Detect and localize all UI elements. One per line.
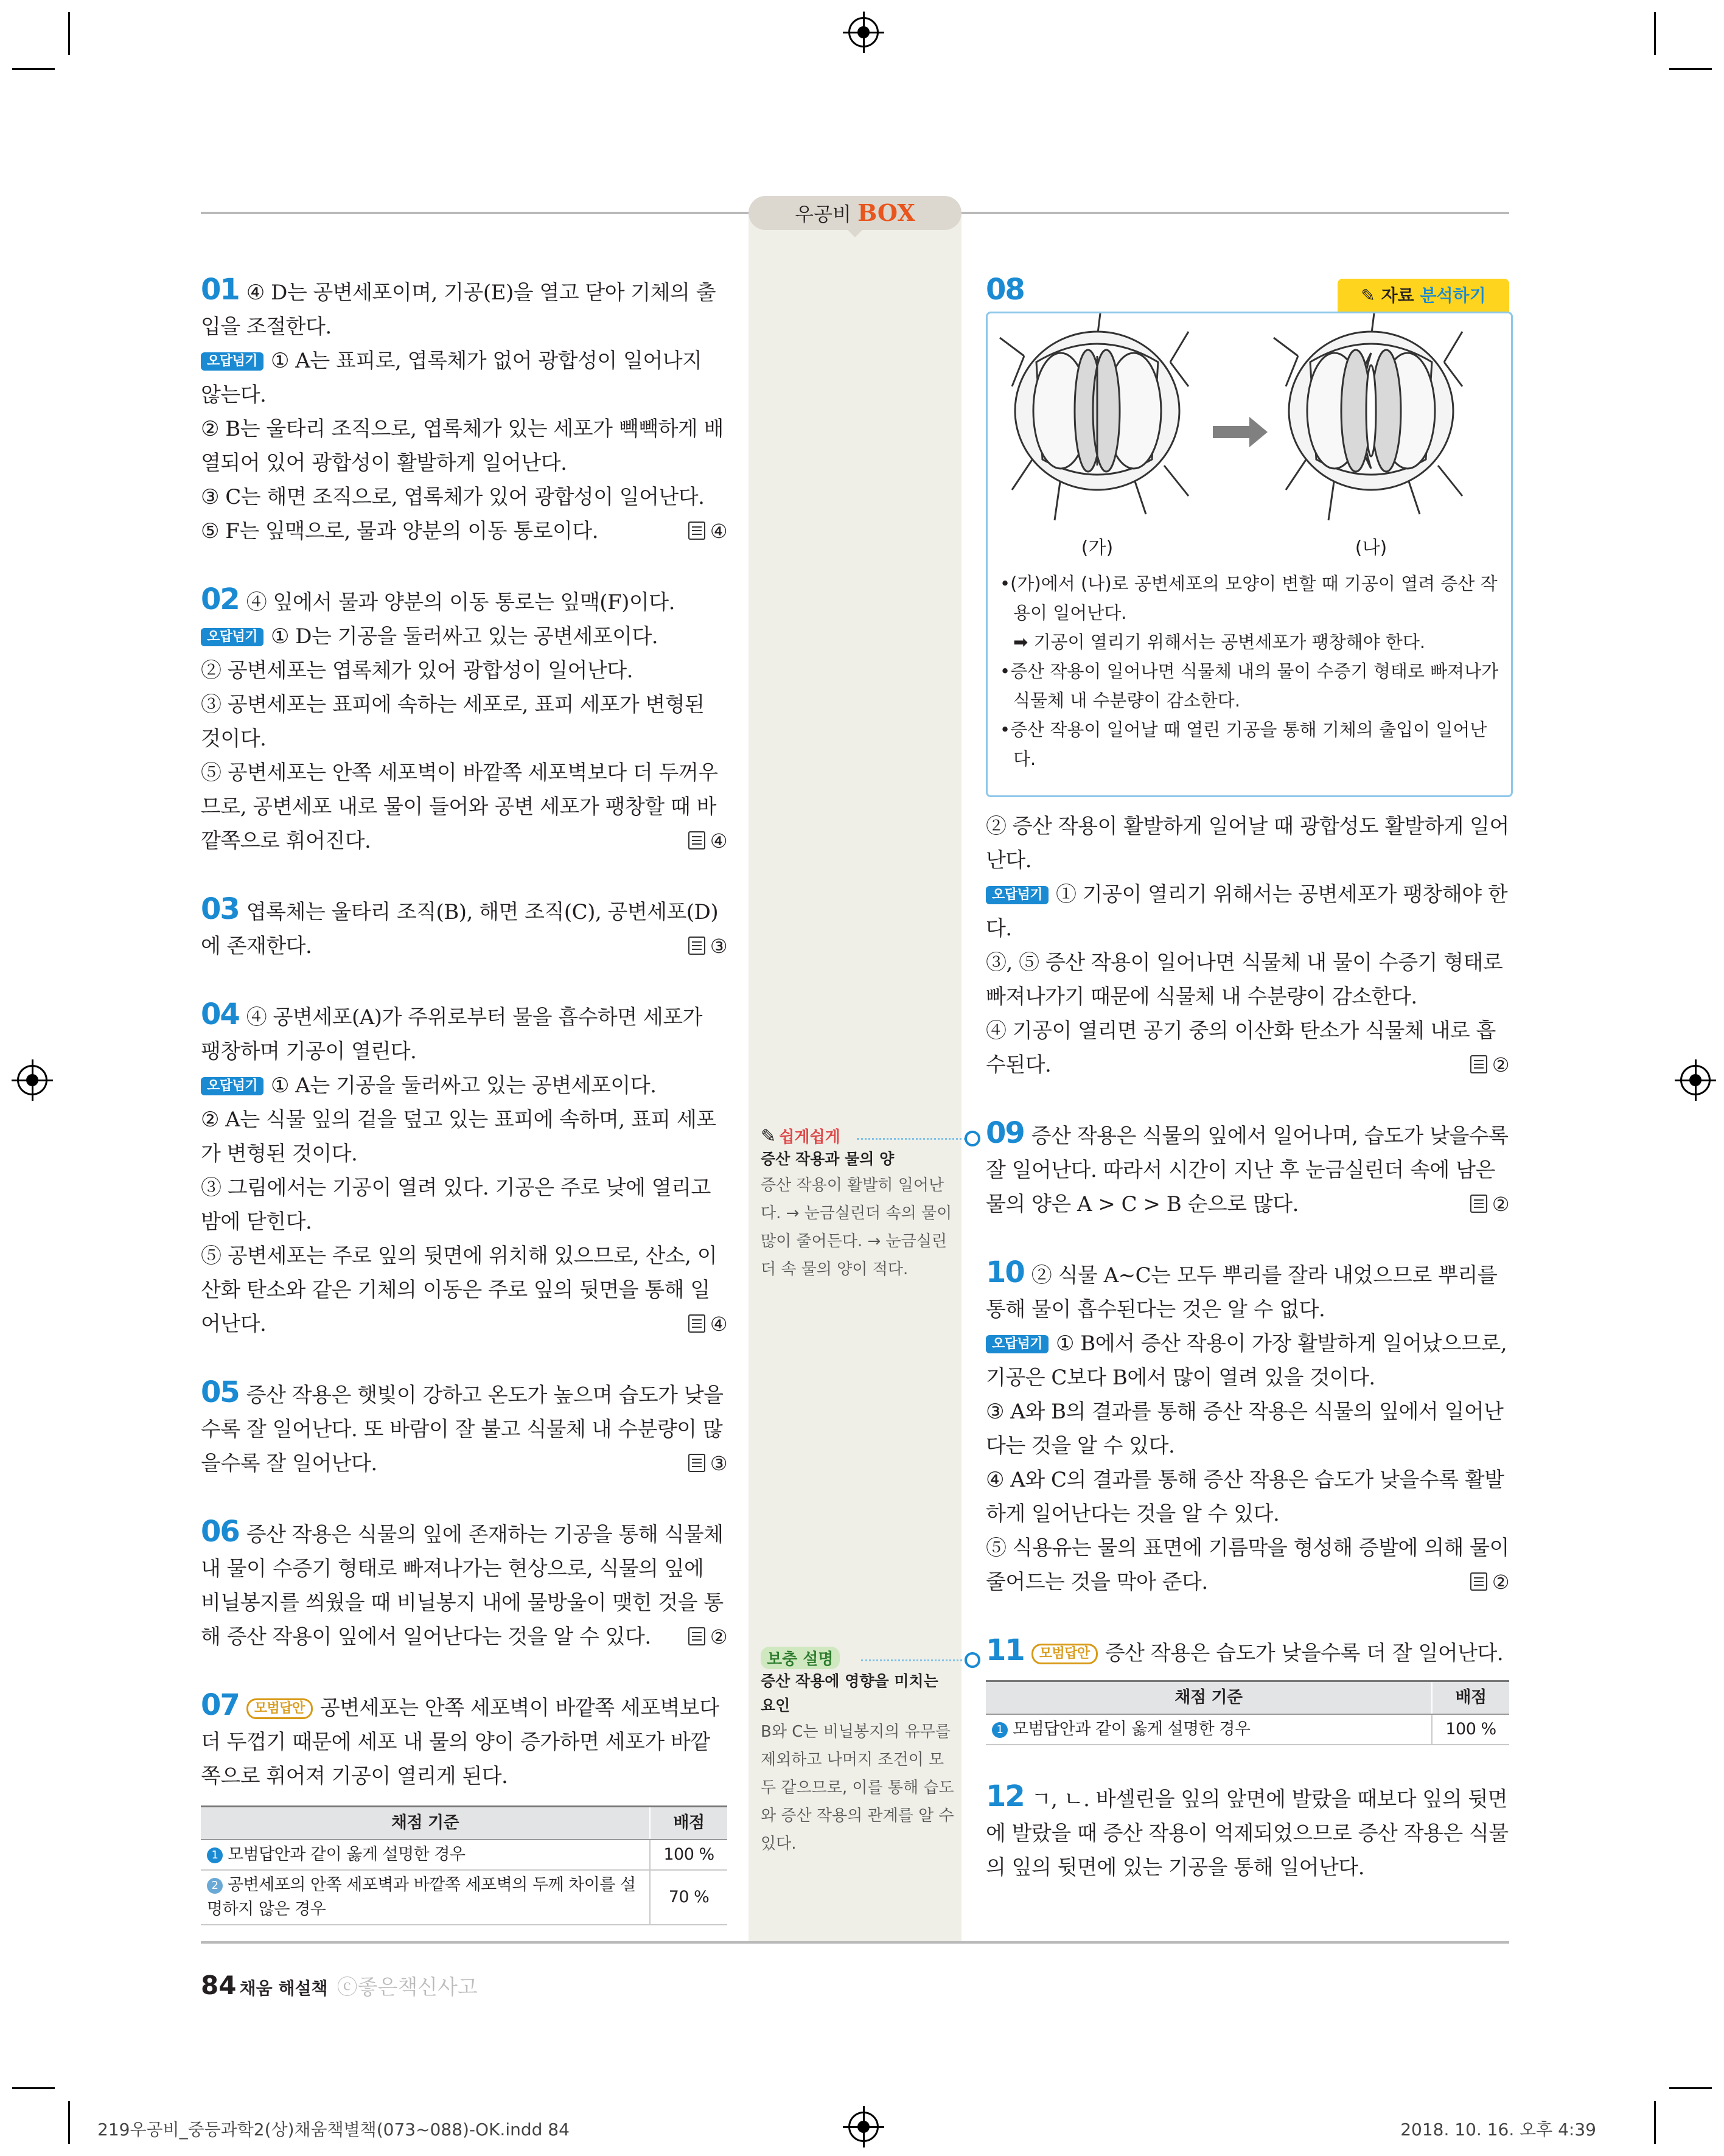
side-text: B와 C는 비닐봉지의 유무를 제외하고 나머지 조건이 모두 같으므로, 이를 통해 습도와 증산 작용의 관계를 알 수 있다. [761, 1723, 954, 1853]
wrong-text: ③ 공변세포는 표피에 속하는 세포로, 표피 세포가 변형된 것이다. [201, 693, 705, 751]
crop-mark [1654, 2101, 1656, 2144]
analysis-box [986, 312, 1513, 797]
number-circle-icon: 2 [207, 1878, 223, 1894]
wrong-answer-tag: 오답넘기 [986, 1335, 1049, 1353]
pencil-icon: ✎ [761, 1126, 776, 1147]
guard-cell-open [1274, 313, 1462, 520]
answer-icon [688, 1454, 705, 1472]
grading-table [201, 1805, 727, 1925]
wrong-text: ④ 기공이 열리면 공기 중의 이산화 탄소가 식물체 내로 흡수된다. [986, 1019, 1496, 1077]
answer-text: ② 증산 작용이 활발하게 일어날 때 광합성도 활발하게 일어난다. [986, 814, 1509, 873]
answer-text: 공변세포는 안쪽 세포벽이 바깥쪽 세포벽보다 더 두껍기 때문에 세포 내 물의 양이 증가하면 세포가 바깥쪽으로 휘어져 기공이 열리게 된다. [201, 1696, 719, 1788]
model-answer-tag: 모범답안 [1031, 1644, 1098, 1664]
answer-10 [986, 1255, 1509, 1599]
answer-06 [201, 1515, 727, 1654]
answer-05 [201, 1375, 727, 1481]
question-number: 07 [201, 1688, 239, 1722]
table-row [986, 1714, 1509, 1745]
criteria-text: 공변세포의 안쪽 세포벽과 바깥쪽 세포벽의 두께 차이를 설명하지 않은 경우 [207, 1875, 636, 1919]
connector-line [861, 1659, 966, 1661]
number-circle-icon: 1 [207, 1847, 223, 1863]
answer-mark: ③ [688, 929, 727, 963]
figure-label-b: (나) [1355, 537, 1387, 559]
guard-cell-diagram [988, 313, 1509, 563]
question-number: 11 [986, 1633, 1024, 1667]
wrong-text: ① B에서 증산 작용이 가장 활발하게 일어났으므로, 기공은 C보다 B에서 많이 열려 있을 것이다. [986, 1331, 1507, 1390]
table-row [201, 1840, 727, 1870]
list-item: •(가)에서 (나)로 공변세포의 모양이 변할 때 기공이 열려 증산 작용이 일어난다. [1000, 573, 1498, 623]
question-number: 02 [201, 582, 239, 616]
connector-dot-icon [965, 1652, 980, 1668]
answer-text: 증산 작용은 습도가 낮을수록 더 잘 일어난다. [1105, 1641, 1504, 1666]
pencil-icon: ✎ [1361, 285, 1375, 305]
wrong-text: ① A는 기공을 둘러싸고 있는 공변세포이다. [271, 1073, 657, 1098]
slug-file: 219우공비_중등과학2(상)채움책별책(073~088)-OK.indd 84 [97, 2119, 570, 2140]
answer-07 [201, 1688, 727, 1925]
question-number: 12 [986, 1779, 1024, 1813]
arrow-right-icon [1213, 417, 1268, 447]
answer-icon [688, 1627, 705, 1645]
answer-02 [201, 582, 727, 858]
grading-header-criteria: 채점 기준 [201, 1807, 650, 1840]
registration-mark-icon [17, 1065, 47, 1095]
answer-icon [688, 937, 705, 955]
answer-04 [201, 997, 727, 1341]
answer-text: 증산 작용은 식물의 잎에서 일어나며, 습도가 낮을수록 잘 일어난다. 따라서 시간이 지난 후 눈금실린더 속에 남은 물의 양은 A > C > B 순으로 많다. [986, 1124, 1509, 1216]
answer-text: 증산 작용은 식물의 잎에 존재하는 기공을 통해 식물체 내 물이 수증기 형태로 빠져나가는 현상으로, 식물의 잎에 비닐봉지를 씌웠을 때 비닐봉지 내에 물방울이 맺힌 것을 통해 증산 작용이 잎에서 일어난다는 것을 알 수 있다. [201, 1523, 724, 1649]
crop-mark [12, 68, 55, 70]
side-note-easy [761, 1125, 955, 1283]
analysis-label-prefix: 자료 [1381, 285, 1414, 305]
criteria-text: 모범답안과 같이 옳게 설명한 경우 [1013, 1720, 1251, 1739]
slug-date: 2018. 10. 16. 오후 4:39 [1400, 2119, 1596, 2140]
wrong-text: ⑤ F는 잎맥으로, 물과 양분의 이동 통로이다. [201, 519, 599, 543]
crop-mark [68, 2101, 70, 2144]
answer-mark: ② [688, 1620, 727, 1654]
wrong-text: ② B는 울타리 조직으로, 엽록체가 있는 세포가 빽빽하게 배열되어 있어 광합성이 활발하게 일어난다. [201, 417, 724, 475]
answer-mark: ② [1470, 1565, 1509, 1599]
answer-icon [688, 522, 705, 540]
question-number: 03 [201, 892, 239, 926]
side-heading: 증산 작용에 영향을 미치는 요인 [761, 1672, 938, 1714]
answer-text: ② 식물 A~C는 모두 뿌리를 잘라 내었으므로 뿌리를 통해 물이 흡수된다는 것은 알 수 없다. [986, 1263, 1498, 1322]
question-number: 04 [201, 997, 239, 1031]
grading-header-criteria: 채점 기준 [986, 1681, 1432, 1715]
wrong-text: ② A는 식물 잎의 겉을 덮고 있는 표피에 속하며, 표피 세포가 변형된 것이다. [201, 1108, 716, 1166]
wrong-text: ③ 그림에서는 기공이 열려 있다. 기공은 주로 낮에 열리고 밤에 닫힌다. [201, 1176, 711, 1234]
score-cell: 100 % [650, 1840, 727, 1870]
number-circle-icon: 1 [992, 1722, 1008, 1738]
box-title-prefix: 우공비 [795, 203, 851, 226]
registration-mark-icon [1680, 1065, 1711, 1095]
model-answer-tag: 모범답안 [246, 1698, 313, 1719]
wrong-text: ① D는 기공을 둘러싸고 있는 공변세포이다. [271, 624, 658, 649]
wrong-answer-tag: 오답넘기 [201, 1077, 263, 1095]
side-label: 보충 설명 [761, 1647, 840, 1669]
question-number: 09 [986, 1116, 1024, 1150]
data-analysis-tab [1338, 279, 1509, 313]
answer-mark: ③ [688, 1446, 727, 1481]
wrong-answer-tag: 오답넘기 [201, 628, 263, 646]
question-number: 06 [201, 1515, 239, 1549]
criteria-text: 모범답안과 같이 옳게 설명한 경우 [228, 1845, 466, 1864]
side-label: 쉽게쉽게 [779, 1128, 840, 1146]
answer-03 [201, 892, 727, 963]
answer-mark: ④ [688, 514, 727, 548]
score-cell: 100 % [1432, 1714, 1509, 1745]
crop-mark [1654, 12, 1656, 55]
wrong-text: ④ A와 C의 결과를 통해 증산 작용은 습도가 낮을수록 활발하게 일어난다는 것을 알 수 있다. [986, 1468, 1504, 1526]
analysis-label-highlight: 분석하기 [1420, 285, 1486, 305]
side-text: 증산 작용이 활발히 일어난다. → 눈금실린더 속의 물이 많이 줄어든다. → 눈금실린더 속 물의 양이 적다. [761, 1176, 952, 1279]
answer-text: 증산 작용은 햇빛이 강하고 온도가 높으며 습도가 낮을수록 잘 일어난다. 또 바람이 잘 불고 식물체 내 수분량이 많을수록 잘 일어난다. [201, 1383, 724, 1476]
score-cell: 70 % [650, 1870, 727, 1925]
answer-icon [1470, 1572, 1487, 1591]
question-number: 05 [201, 1375, 239, 1409]
wrong-text: ③ C는 해면 조직으로, 엽록체가 있어 광합성이 일어난다. [201, 485, 705, 509]
list-item: •증산 작용이 일어날 때 열린 기공을 통해 기체의 출입이 일어난다. [1000, 719, 1487, 769]
side-heading: 증산 작용과 물의 양 [761, 1150, 895, 1168]
connector-dot-icon [965, 1131, 980, 1146]
list-item: ➡ 기공이 열리기 위해서는 공변세포가 팽창해야 한다. [1013, 632, 1426, 652]
wrong-text: ② 공변세포는 엽록체가 있어 광합성이 일어난다. [201, 658, 633, 683]
answer-icon [1470, 1055, 1487, 1073]
answer-mark: ④ [688, 1307, 727, 1341]
answer-text: ④ D는 공변세포이며, 기공(E)을 열고 닫아 기체의 출입을 조절한다. [201, 281, 716, 339]
wrong-text: ③, ⑤ 증산 작용이 일어나면 식물체 내 물이 수증기 형태로 빠져나가기 때문에 식물체 내 수분량이 감소한다. [986, 951, 1503, 1009]
answer-text: ㄱ, ㄴ. 바셀린을 잎의 앞면에 발랐을 때보다 잎의 뒷면에 발랐을 때 증산 작용이 억제되었으므로 증산 작용은 식물의 잎의 뒷면에 있는 기공을 통해 일어난다. [986, 1787, 1509, 1880]
wrong-text: ① A는 표피로, 엽록체가 없어 광합성이 일어나지 않는다. [201, 349, 702, 407]
list-item: •증산 작용이 일어나면 식물체 내의 물이 수증기 형태로 빠져나가 식물체 내 수분량이 감소한다. [1000, 661, 1499, 711]
watermark: ⓒ좋은책신사고 [337, 1975, 478, 2000]
connector-line [857, 1138, 966, 1140]
crop-mark [68, 12, 70, 55]
answer-icon [688, 831, 705, 849]
grading-table [986, 1680, 1509, 1745]
answer-11 [986, 1633, 1509, 1745]
box-title-suffix: BOX [857, 199, 915, 226]
registration-mark-icon [848, 2112, 879, 2142]
answer-mark: ② [1470, 1048, 1509, 1082]
wrong-text: ⑤ 공변세포는 안쪽 세포벽이 바깥쪽 세포벽보다 더 두꺼우므로, 공변세포 내로 물이 들어와 공변 세포가 팽창할 때 바깥쪽으로 휘어진다. [201, 761, 718, 853]
answer-text: ④ 공변세포(A)가 주위로부터 물을 흡수하면 세포가 팽창하며 기공이 열린다. [201, 1005, 702, 1064]
answer-08 [986, 809, 1509, 1082]
footer-rule [201, 1941, 1509, 1944]
book-title: 채움 해설책 [239, 1978, 328, 1998]
answer-text: 엽록체는 울타리 조직(B), 해면 조직(C), 공변세포(D)에 존재한다. [201, 900, 719, 958]
page-footer [201, 1970, 478, 2000]
analysis-bullets [1000, 569, 1499, 773]
question-number: 01 [201, 273, 239, 307]
wrong-text: ① 기공이 열리기 위해서는 공변세포가 팽창해야 한다. [986, 882, 1508, 941]
figure-label-a: (가) [1081, 537, 1114, 559]
crop-mark [1669, 2087, 1712, 2089]
wrong-answer-tag: 오답넘기 [201, 352, 263, 371]
guard-cell-closed [1000, 313, 1188, 520]
question-number: 08 [986, 273, 1024, 307]
question-number: 10 [986, 1255, 1024, 1289]
right-column [986, 809, 1509, 1885]
side-note-extra [761, 1647, 955, 1858]
grading-header-score: 배점 [1432, 1681, 1509, 1715]
table-row [201, 1870, 727, 1925]
wrong-text: ③ A와 B의 결과를 통해 증산 작용은 식물의 잎에서 일어난다는 것을 알 수 있다. [986, 1400, 1504, 1458]
crop-mark [12, 2087, 55, 2089]
registration-mark-icon [848, 17, 879, 47]
q08-number-wrap [986, 273, 1031, 310]
answer-text: ④ 잎에서 물과 양분의 이동 통로는 잎맥(F)이다. [246, 590, 675, 615]
answer-09 [986, 1116, 1509, 1221]
crop-mark [1669, 68, 1712, 70]
box-title-tab [749, 196, 961, 230]
answer-mark: ④ [688, 824, 727, 858]
wrong-answer-tag: 오답넘기 [986, 886, 1049, 904]
wrong-text: ⑤ 공변세포는 주로 잎의 뒷면에 위치해 있으므로, 산소, 이산화 탄소와 같은 기체의 이동은 주로 잎의 뒷면을 통해 일어난다. [201, 1244, 717, 1336]
left-column [201, 273, 727, 1925]
answer-01 [201, 273, 727, 548]
answer-12 [986, 1779, 1509, 1885]
answer-icon [1470, 1195, 1487, 1213]
answer-mark: ② [1470, 1187, 1509, 1221]
answer-icon [688, 1314, 705, 1333]
page-number: 84 [201, 1970, 237, 2000]
grading-header-score: 배점 [650, 1807, 727, 1840]
wrong-text: ⑤ 식용유는 물의 표면에 기름막을 형성해 증발에 의해 물이 줄어드는 것을 막아 준다. [986, 1536, 1509, 1594]
